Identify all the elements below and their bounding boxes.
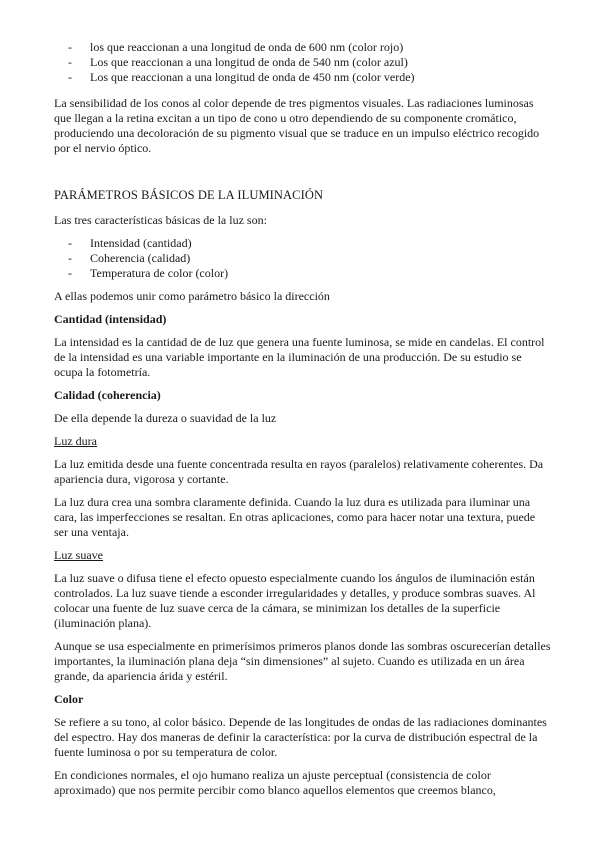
paragraph-dura-1: La luz emitida desde una fuente concentrada resulta en rayos (paralelos) relativamente coherentes. Da apariencia dura, vigorosa y cortante. — [54, 457, 544, 486]
list-item: - Los que reaccionan a una longitud de onda de 450 nm (color verde) — [54, 70, 552, 85]
paragraph-color-1: Se refiere a su tono, al color básico. Depende de las longitudes de ondas de las radiaciones dominantes del espectro. Hay dos maneras de definir la característica: por la curva de distribución espectral de la fuente luminosa o por su temperatura de color. — [54, 715, 547, 759]
parameter-list — [54, 236, 552, 281]
paragraph-suave-2: Aunque se usa especialmente en primerísimos primeros planos donde las sombras oscurecerían detalles importantes, la iluminación plana deja “sin dimensiones” al sujeto. Cuando es utilizada en un área grande, da apariencia árida y estéril. — [54, 639, 551, 683]
list-item: - Temperatura de color (color) — [54, 266, 552, 281]
paragraph-tres: Las tres características básicas de la luz son: — [54, 213, 267, 227]
list-item: - Intensidad (cantidad) — [54, 236, 552, 251]
heading-calidad: Calidad (coherencia) — [54, 388, 161, 402]
heading-luz-dura: Luz dura — [54, 434, 97, 448]
cone-wavelength-list — [54, 40, 552, 85]
paragraph-dura-2: La luz dura crea una sombra claramente definida. Cuando la luz dura es utilizada para iluminar una cara, las imperfecciones se resaltan. En otras aplicaciones, como para hacer notar una textura, puede ser una ventaja. — [54, 495, 536, 539]
paragraph-color-2: En condiciones normales, el ojo humano realiza un ajuste perceptual (consistencia de color aproximado) que nos permite percibir como blanco aquellos elementos que creemos blanco, — [54, 768, 496, 797]
heading-cantidad: Cantidad (intensidad) — [54, 312, 167, 326]
list-item: - Los que reaccionan a una longitud de onda de 540 nm (color azul) — [54, 55, 552, 70]
paragraph-cantidad: La intensidad es la cantidad de de luz que genera una fuente luminosa, se mide en candelas. El control de la intensidad es una variable importante en la iluminación de una producción. De su estudio se ocupa la fotometría. — [54, 335, 545, 379]
heading-color: Color — [54, 692, 84, 706]
list-item: - los que reaccionan a una longitud de onda de 600 nm (color rojo) — [54, 40, 552, 55]
paragraph-sensibilidad: La sensibilidad de los conos al color depende de tres pigmentos visuales. Las radiaciones luminosas que llegan a la retina excitan a un tipo de cono u otro dependiendo de su componente cromático, produciendo una decoloración de su pigmento visual que se traduce en un impulso eléctrico recogido por el nervio óptico. — [54, 96, 540, 155]
list-item: - Coherencia (calidad) — [54, 251, 552, 266]
paragraph-suave-1: La luz suave o difusa tiene el efecto opuesto especialmente cuando los ángulos de iluminación están controlados. La luz suave tiende a esconder irregularidades y detalles, y produce sombras suaves. Al colocar una fuente de luz suave cerca de la cámara, se minimizan los detalles de la superficie (iluminación plana). — [54, 571, 536, 630]
heading-luz-suave: Luz suave — [54, 548, 103, 562]
section-title: PARÁMETROS BÁSICOS DE LA ILUMINACIÓN — [54, 188, 324, 202]
paragraph-ellas: A ellas podemos unir como parámetro básico la dirección — [54, 289, 330, 303]
paragraph-calidad: De ella depende la dureza o suavidad de la luz — [54, 411, 277, 425]
